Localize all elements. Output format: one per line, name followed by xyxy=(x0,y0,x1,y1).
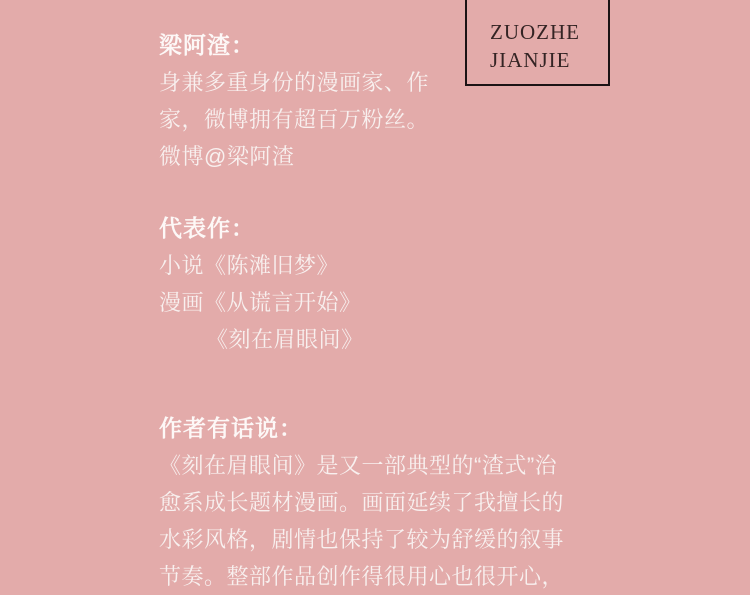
stamp-line-2: JIANJIE xyxy=(490,48,571,72)
text-line: 小说《陈滩旧梦》 xyxy=(159,253,340,278)
stamp-line-1: ZUOZHE xyxy=(490,20,580,44)
text-line: 家，微博拥有超百万粉丝。 xyxy=(159,107,430,132)
text-line: 愈系成长题材漫画。画面延续了我擅长的 xyxy=(159,490,565,515)
section-heading: 作者有话说： xyxy=(159,415,303,441)
text-line: 《刻在眉眼间》 xyxy=(206,327,364,352)
text-line: 水彩风格，剧情也保持了较为舒缓的叙事 xyxy=(159,527,565,552)
text-line: 《刻在眉眼间》是又一部典型的“渣式”治 xyxy=(159,453,558,478)
text-line: 节奏。整部作品创作得很用心也很开心， xyxy=(159,564,565,589)
section-heading: 代表作： xyxy=(159,215,255,241)
text-line: 漫画《从谎言开始》 xyxy=(159,290,362,315)
text-line: 身兼多重身份的漫画家、作 xyxy=(159,70,430,95)
author-intro-stamp-box xyxy=(465,0,610,86)
text-line: 微博@梁阿渣 xyxy=(159,144,295,169)
section-author-bio xyxy=(159,27,429,175)
section-representative-works xyxy=(159,210,364,358)
section-heading: 梁阿渣： xyxy=(159,32,255,58)
section-author-note xyxy=(159,410,564,595)
